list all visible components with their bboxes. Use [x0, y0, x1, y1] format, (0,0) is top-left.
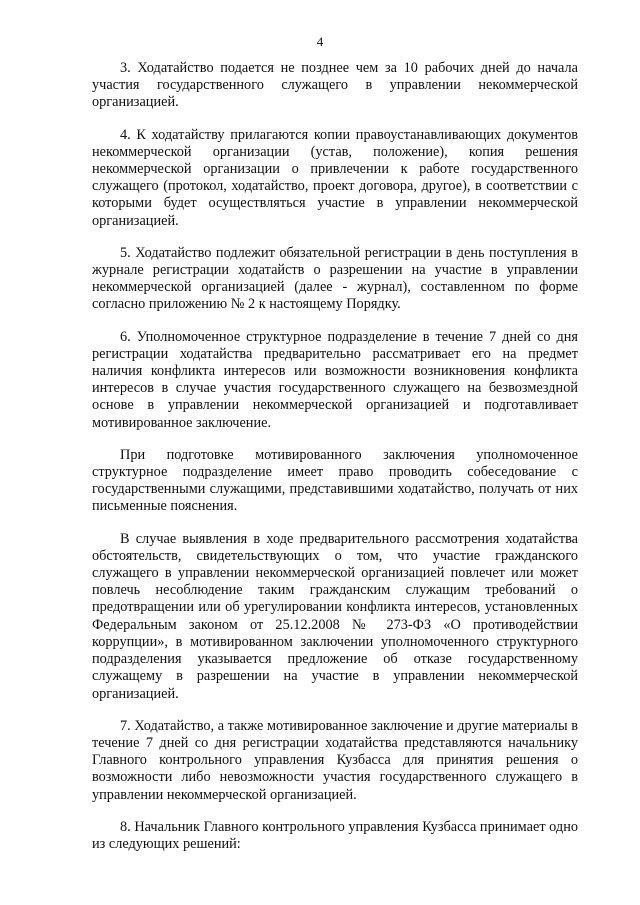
page-number: 4: [316, 34, 324, 49]
paragraph-6: 6. Уполномоченное структурное подразделение в течение 7 дней со дня регистрации ходатайства предварительно рассматривает его на предмет наличия конфликта интересов или возможности возникновения конфликта интересов в случае участия государственного служащего на безвозмездной основе в управлении некоммерческой организацией и подготавливает мотивированное заключение.: [92, 328, 578, 431]
paragraph-4: 4. К ходатайству прилагаются копии правоустанавливающих документов некоммерческой организации (устав, положение), копия решения некоммерческой организации о привлечении к работе государственного служащего (протокол, ходатайство, проект договора, другое), в соответствии с которыми будет осуществляться участие в управлении некоммерческой организацией.: [92, 126, 578, 229]
paragraph-6-conflict: В случае выявления в ходе предварительного рассмотрения ходатайства обстоятельств, свидетельствующих о том, что участие гражданского служащего в управлении некоммерческой организацией повлечет или может повлечь несоблюдение таким гражданским служащим требований о предотвращении или об урегулировании конфликта интересов, установленных Федеральным законом от 25.12.2008 № 273-ФЗ «О противодействии коррупции», в мотивированном заключении уполномоченного структурного подразделения указывается предложение об отказе государственному служащему в разрешении на участие в управлении некоммерческой организацией.: [92, 530, 578, 702]
paragraph-5: 5. Ходатайство подлежит обязательной регистрации в день поступления в журнале регистрации ходатайств о разрешении на участие в управлении некоммерческой организацией (далее - журнал), составленном по форме согласно приложению № 2 к настоящему Порядку.: [92, 244, 578, 313]
paragraph-3: 3. Ходатайство подается не позднее чем за 10 рабочих дней до начала участия государственного служащего в управлении некоммерческой организацией.: [92, 60, 578, 111]
paragraph-6-interview: При подготовке мотивированного заключения уполномоченное структурное подразделение имеет право проводить собеседование с государственными служащими, представившими ходатайство, получать от них письменные пояснения.: [92, 446, 578, 515]
document-body: [92, 60, 578, 868]
paragraph-7: 7. Ходатайство, а также мотивированное заключение и другие материалы в течение 7 дней со дня регистрации ходатайства представляются начальнику Главного контрольного управления Кузбасса для принятия решения о возможности либо невозможности участия государственного служащего в управлении некоммерческой организацией.: [92, 717, 578, 803]
paragraph-8: 8. Начальник Главного контрольного управления Кузбасса принимает одно из следующих решений:: [92, 818, 578, 852]
